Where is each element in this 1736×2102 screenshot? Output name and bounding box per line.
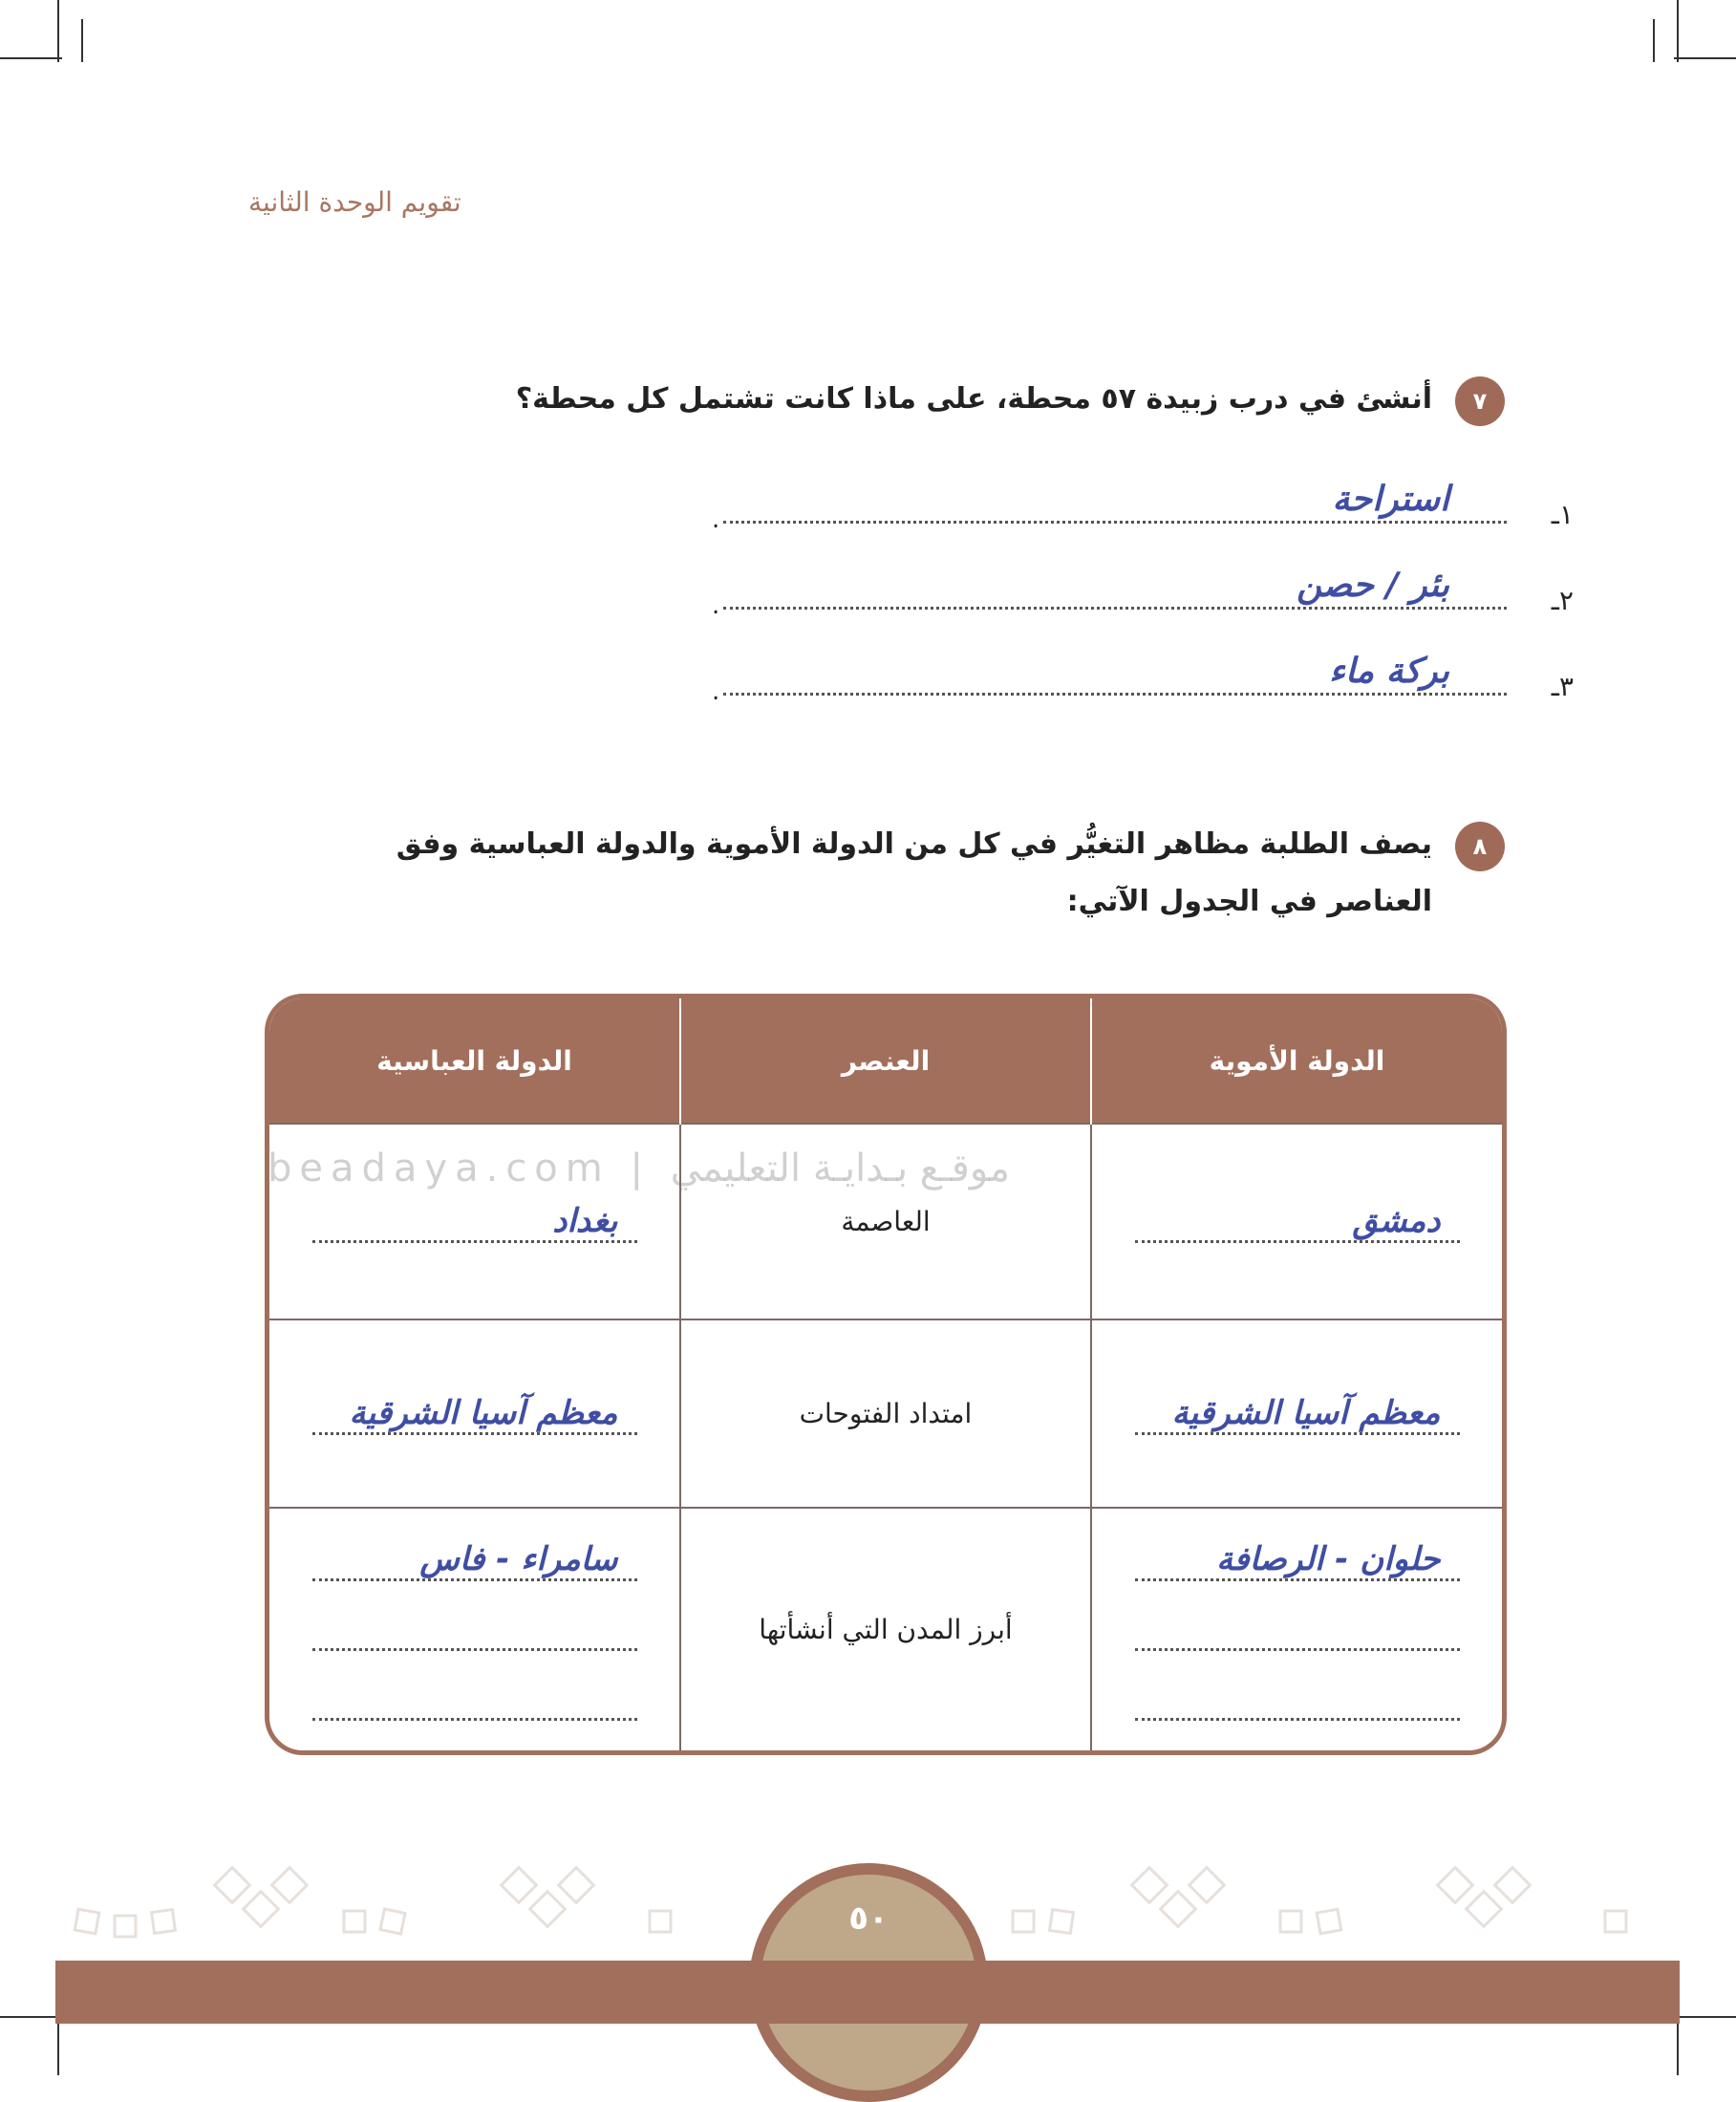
dotted-line — [1135, 1678, 1460, 1721]
handwritten-answer: بئر / حصن — [1297, 566, 1449, 605]
item-number: ٣ـ — [1551, 671, 1574, 702]
line-end-dot: . — [712, 591, 720, 620]
cell-umayyad — [1091, 1124, 1502, 1319]
handwritten-answer: معظم آسيا الشرقية — [1171, 1394, 1441, 1432]
crop-mark — [81, 19, 83, 62]
answer-line-2 — [712, 559, 1574, 620]
handwritten-answer: معظم آسيا الشرقية — [349, 1394, 618, 1432]
crop-mark — [1674, 57, 1736, 59]
watermark: beadaya.com | موقـع بـدايـة التعليمي — [268, 1147, 1011, 1190]
header-element: العنصر — [680, 998, 1091, 1124]
item-number: ٢ـ — [1551, 585, 1574, 616]
footer-pattern-icon — [57, 1844, 726, 1959]
question-8-line2: العناصر في الجدول الآتي: — [1066, 885, 1432, 918]
cell-umayyad — [1091, 1319, 1502, 1508]
dotted-line — [1135, 1538, 1460, 1581]
question-8-number: ٨ — [1455, 822, 1505, 871]
comparison-table — [265, 994, 1507, 1755]
footer-pattern-icon — [994, 1844, 1682, 1959]
crop-mark — [0, 57, 62, 59]
handwritten-answer: دمشق — [1352, 1202, 1441, 1240]
handwritten-answer: حلوان - الرصافة — [1216, 1540, 1441, 1578]
question-8-line1: يصف الطلبة مظاهر التغيُّر في كل من الدولة الأموية والدولة العباسية وفق — [396, 827, 1432, 861]
cell-element: أبرز المدن التي أنشأتها — [680, 1508, 1091, 1750]
dotted-line — [312, 1608, 637, 1651]
handwritten-answer: بغداد — [552, 1202, 618, 1240]
question-7-number: ٧ — [1455, 376, 1505, 426]
item-number: ١ـ — [1551, 499, 1574, 530]
answer-line-1 — [712, 473, 1574, 534]
cell-abbasid — [269, 1319, 680, 1508]
handwritten-answer: بركة ماء — [1328, 652, 1449, 691]
dotted-line — [1135, 1608, 1460, 1651]
line-end-dot: . — [712, 505, 720, 534]
crop-mark — [1653, 19, 1655, 62]
table-row — [269, 1508, 1502, 1750]
crop-mark — [57, 0, 59, 62]
crop-mark — [1677, 0, 1679, 62]
handwritten-answer: استراحة — [1332, 480, 1449, 519]
question-7-text: أنشئ في درب زبيدة ٥٧ محطة، على ماذا كانت تشتمل كل محطة؟ — [515, 382, 1432, 416]
page-number: ٥٠ — [848, 1899, 889, 1938]
header-umayyad: الدولة الأموية — [1091, 998, 1502, 1124]
cell-abbasid — [269, 1508, 680, 1750]
line-end-dot: . — [712, 677, 720, 706]
dotted-line — [312, 1200, 637, 1243]
dotted-line — [1135, 1200, 1460, 1243]
cell-element: امتداد الفتوحات — [680, 1319, 1091, 1508]
dotted-line — [312, 1538, 637, 1581]
cell-element: العاصمة — [680, 1124, 1091, 1319]
section-title: تقويم الوحدة الثانية — [248, 186, 461, 218]
table-row — [269, 1319, 1502, 1508]
handwritten-answer: سامراء - فاس — [419, 1540, 618, 1578]
footer-band — [55, 1961, 1680, 2024]
crop-mark — [0, 2016, 62, 2018]
dotted-line — [312, 1678, 637, 1721]
answer-line-3 — [712, 645, 1574, 706]
header-abbasid: الدولة العباسية — [269, 998, 680, 1124]
dotted-line — [1135, 1392, 1460, 1435]
cell-umayyad — [1091, 1508, 1502, 1750]
crop-mark — [1674, 2016, 1736, 2018]
dotted-line — [312, 1392, 637, 1435]
